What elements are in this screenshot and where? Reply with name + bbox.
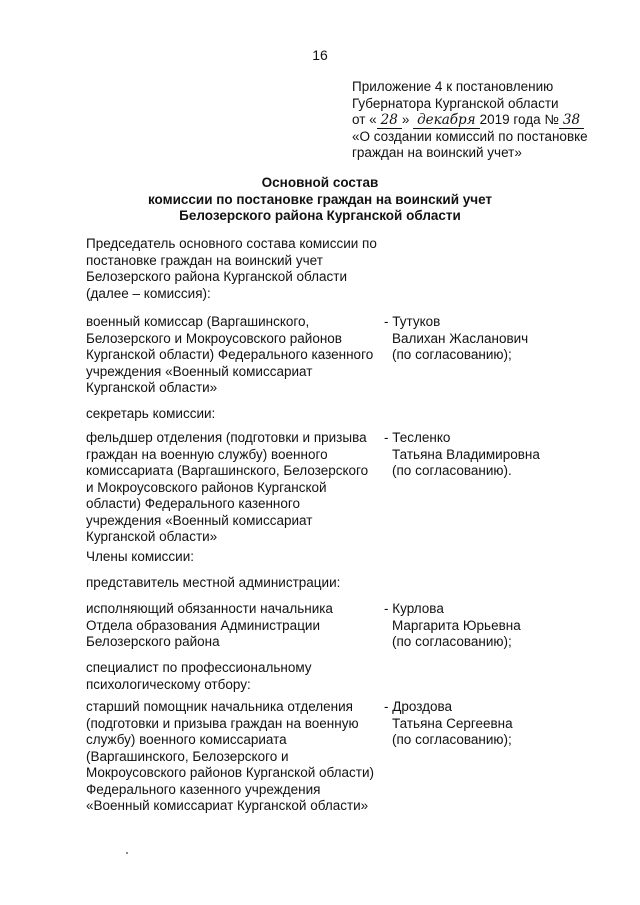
secretary-note: (по согласованию).: [392, 463, 512, 478]
handwritten-day: 28: [377, 112, 402, 129]
secretary-surname: - Тесленко: [384, 430, 451, 445]
secretary-person: [384, 430, 614, 480]
handwritten-number: 38: [559, 112, 584, 129]
chairman-description: военный комиссар (Варгашинского, Белозерского и Мокроусовского районов Курганской области) Федерального казенного учреждения «Военный комиссариат Курганской области»: [86, 314, 374, 395]
member-2-surname: - Дроздова: [384, 699, 453, 714]
members-label: Члены комиссии:: [86, 549, 195, 564]
secretary-name: Татьяна Владимировна: [392, 446, 540, 462]
annex-date-line: [352, 112, 632, 129]
member-1-person: [384, 601, 614, 651]
member-2-note: (по согласованию);: [392, 732, 512, 747]
member-1-note: (по согласованию);: [392, 634, 512, 649]
document-title: [0, 175, 640, 225]
annex-line-5: граждан на воинский учет»: [352, 145, 522, 160]
chairman-surname: - Тутуков: [384, 314, 441, 329]
annex-header: [352, 79, 632, 162]
chairman-note: (по согласованию);: [392, 347, 512, 362]
member-2-name: Татьяна Сергеевна: [392, 715, 513, 731]
member-1-description: исполняющий обязанности начальника Отдела образования Администрации Белозерского района: [86, 601, 333, 649]
member-2-description: старший помощник начальника отделения (подготовки и призыва граждан на военную службу) военного комиссариата (Варгашинского, Белозерского и Мокроусовского районов Курганской области) Федерального казенного учреждения «Военный комиссариат Курганской области»: [86, 699, 375, 813]
annex-quote-close: »: [401, 112, 410, 127]
annex-from-prefix: от «: [352, 112, 377, 127]
chairman-person: [384, 314, 614, 364]
member-1-name: Маргарита Юрьевна: [392, 617, 521, 633]
annex-year: 2019 года №: [479, 112, 559, 127]
title-line-1: Основной состав: [261, 175, 379, 190]
intro-paragraph: Председатель основного состава комиссии по постановке граждан на воинский учет Белозерского района Курганской области (далее – комиссия):: [86, 236, 377, 301]
title-line-2: комиссии по постановке граждан на воинский учет: [147, 191, 493, 207]
member-2-person: [384, 699, 614, 749]
member-1-surname: - Курлова: [384, 601, 444, 616]
chairman-name: Валихан Жасланович: [392, 330, 529, 346]
page-number: 16: [312, 47, 328, 63]
secretary-description: фельдшер отделения (подготовки и призыва граждан на военную службу) военного комиссариата (Варгашинского, Белозерского и Мокроусовского районов Курганской области) Федерального казенного учреждения «Военный комиссариат Курганской области»: [86, 430, 369, 544]
annex-line-2: Губернатора Курганской области: [352, 95, 559, 111]
annex-line-4: «О создании комиссий по постановке: [352, 128, 588, 144]
annex-line-1: Приложение 4 к постановлению: [352, 79, 554, 94]
specialist-label: специалист по профессиональному психологическому отбору:: [86, 660, 312, 692]
scan-speck: [126, 852, 128, 854]
secretary-label: секретарь комиссии:: [86, 406, 216, 421]
local-admin-label: представитель местной администрации:: [86, 575, 341, 590]
title-line-3: Белозерского района Курганской области: [179, 208, 461, 223]
handwritten-month: декабря: [413, 112, 479, 129]
